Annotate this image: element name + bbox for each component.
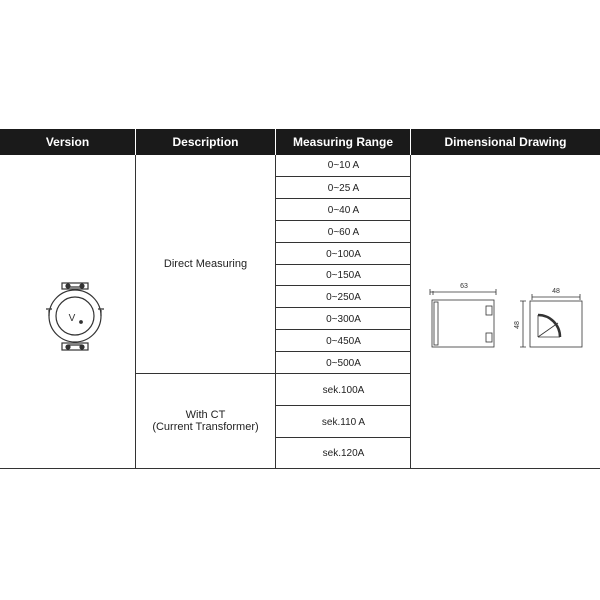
- meter-symbol: V: [68, 313, 76, 324]
- side-height-label: 48: [514, 321, 521, 329]
- voltmeter-icon: [40, 279, 110, 359]
- header-version: Version: [0, 129, 135, 155]
- range-cell: 0~450A: [276, 329, 411, 352]
- range-cell: 0~250A: [276, 285, 411, 308]
- range-cell: 0~150A: [276, 264, 411, 286]
- range-cell: 0~300A: [276, 307, 411, 330]
- description-direct: Direct Measuring: [163, 258, 248, 270]
- range-cell: 0~60 A: [276, 220, 411, 243]
- range-cell: 0~25 A: [276, 176, 411, 199]
- side-width-label: 48: [552, 288, 560, 295]
- header-dimensional-drawing: Dimensional Drawing: [411, 129, 600, 155]
- range-cell: 0~10 A: [327, 160, 360, 171]
- range-cell: sek.110 A: [276, 405, 411, 438]
- dimensional-drawing: [420, 279, 590, 359]
- range-cell: 0~100A: [276, 242, 411, 265]
- spec-table: [0, 129, 600, 469]
- range-cell: sek.120A: [276, 437, 411, 469]
- description-ct-line1: With CT: [185, 409, 226, 421]
- range-cell: 0~40 A: [276, 198, 411, 221]
- header-description: Description: [136, 129, 275, 155]
- description-ct-line2: (Current Transformer): [152, 421, 259, 433]
- range-cell: 0~500A: [276, 351, 411, 374]
- header-measuring-range: Measuring Range: [276, 129, 410, 155]
- front-width-label: 63: [460, 283, 468, 290]
- range-cell: sek.100A: [276, 373, 411, 406]
